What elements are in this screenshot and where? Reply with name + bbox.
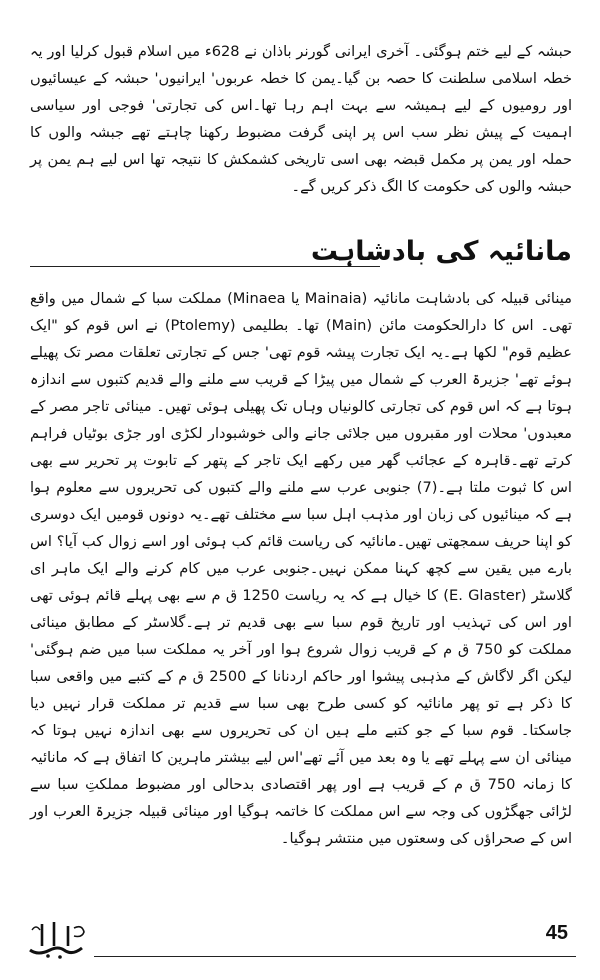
- section-heading-block: [30, 232, 572, 280]
- calligraphy-logo-icon: [24, 916, 90, 960]
- publisher-logo: [24, 916, 90, 960]
- heading-underline: [30, 266, 380, 267]
- page-number: 45: [545, 922, 568, 944]
- page-footer: [24, 918, 576, 962]
- intro-paragraph: حبشہ کے لیے ختم ہوگئی۔ آخری ایرانی گورنر باذان نے 628ء میں اسلام قبول کرلیا اور یہ خطہ اسلامی سلطنت کا حصہ بن گیا۔یمن کا خطہ عربوں' ایرانیوں' حبشہ کے عیسائیوں اور رومیوں کے لیے ہمیشہ سے بہت اہم رہا تھا۔اس کی تجارتی' فوجی اور سیاسی اہمیت کے پیش نظر سب اس پر اپنی گرفت مضبوط رکھنا چاہتے تھے جبشہ والوں کا حملہ اور یمن پر مکمل قبضہ بھی اسی تاریخی کشمکش کا نتیجہ تھا اس لیے ہم یمن پر حبشہ والوں کی حکومت کا الگ ذکر کریں گے۔: [30, 43, 572, 195]
- section-heading: مانائیہ کی بادشاہت: [310, 236, 572, 267]
- body-paragraph: مینائی قبیلہ کی بادشاہت مانائیہ (Mainaia یا Minaea) مملکت سبا کے شمال میں واقع تھی۔ اس کا دارالحکومت مائن (Main) تھا۔ بطلیمی (Ptolemy) نے اس قوم کو "ایک عظیم قوم" لکھا ہے۔یہ ایک تجارت پیشہ قوم تھی' جس کے تجارتی تعلقات مصر تک پھیلے ہوئے تھے' جزیرۃ العرب کے شمال میں پیڑا کے قریب سے ملنے والے قدیم کتبوں سے اندازہ ہوتا ہے کہ اس قوم کی تجارتی کالونیاں وہاں تک پھیلی ہوئی تھیں۔ مینائی تاجر مصر کے معبدوں' محلات اور مقبروں میں جلائی جانے والی خوشبودار لکڑی اور جڑی بوٹیاں فراہم کرتے تھے۔قاہرہ کے عجائب گھر میں رکھے ایک تاجر کے پتھر کے تابوت پر تحریر سے بھی اس کا ثبوت ملتا ہے۔(7) جنوبی عرب سے ملنے والے کتبوں کی تحریروں سے معلوم ہوا ہے کہ مینائیوں کی زبان اور مذہب اہل سبا سے مختلف تھے۔یہ دونوں قومیں ایک دوسری کو اپنا حریف سمجھتی تھیں۔مانائیہ کی ریاست قائم کب ہوئی اور اسے زوال کب آیا؟ اس بارے میں یقین سے کچھ کہنا ممکن نہیں۔جنوبی عرب میں کام کرنے والے ایک ماہر ای گلاسٹر (E. Glaster) کا خیال ہے کہ یہ ریاست 1250 ق م سے بھی پہلے قائم ہوئی تھی اور اس کی تہذیب اور تاریخ قوم سبا سے بھی قدیم تر ہے۔گلاسٹر کے مطابق مینائی مملکت کو 750 ق م کے قریب زوال شروع ہوا اور آخر یہ مملکت سبا میں ضم ہوگئی' لیکن اگر لاگاش کے مذہبی پیشوا اور حاکم اردنانا کے 2500 ق م کے کتبے میں واقعی سبا کا ذکر ہے تو پھر مانائیہ کو کسی طرح بھی سبا سے قدیم تر مملکت قرار نہیں دیا جاسکتا۔ قوم سبا کے جو کتبے ملے ہیں ان کی تحریروں سے بھی اندازہ نہیں ہوتا کہ مینائی ان سے پہلے تھے یا وہ بعد میں آئے تھے'اس لیے بیشتر ماہرین کا اتفاق ہے کہ مانائیہ کا زمانہ 750 ق م کے قریب ہے اور پھر اقتصادی بدحالی اور مضبوط مملکتِ سبا سے لڑائی جھگڑوں کی وجہ سے اس مملکت کا خاتمہ ہوگیا اور مینائی قبیلہ جزیرۃ العرب اور اس کے صحراؤں کی وسعتوں میں منتشر ہوگیا۔: [30, 290, 573, 847]
- footer-divider: [94, 956, 576, 957]
